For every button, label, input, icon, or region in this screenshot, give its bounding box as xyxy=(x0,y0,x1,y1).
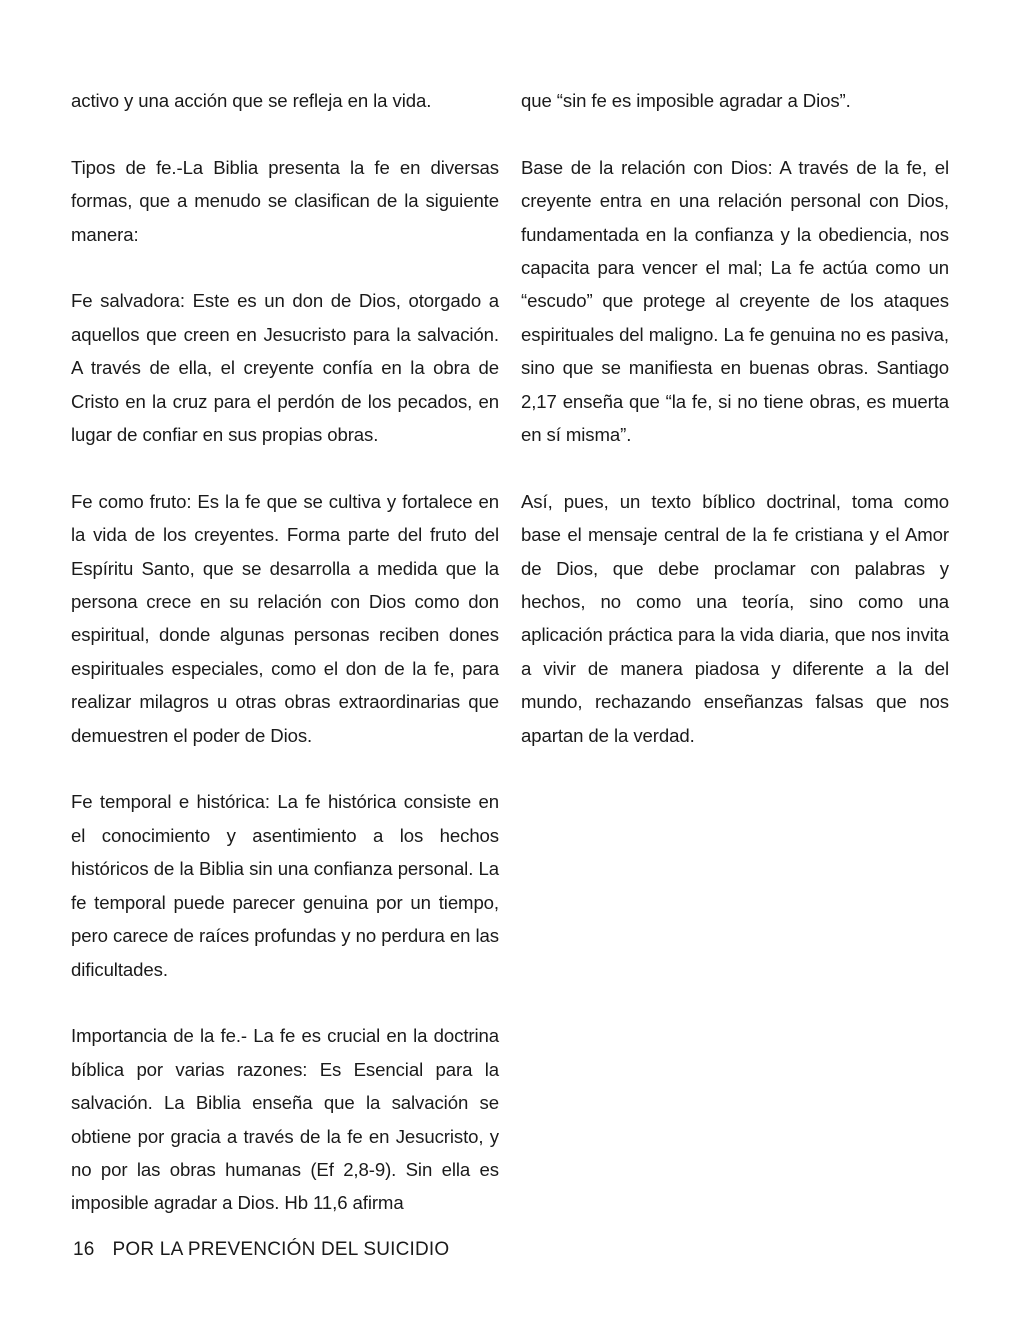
paragraph-tipos-de-fe: Tipos de fe.-La Biblia presenta la fe en diversas formas, que a menudo se clasifican de la siguiente manera: xyxy=(71,156,499,245)
paragraph-conclusion: Así, pues, un texto bíblico doctrinal, toma como base el mensaje central de la fe cristiana y el Amor de Dios, que debe proclamar con palabras y hechos, no como una teoría, sino como una aplicación práctica para la vida diaria, que nos invita a vivir de manera piadosa y diferente a la del mundo, rechazando enseñanzas falsas que nos apartan de la verdad. xyxy=(521,490,949,746)
page-footer xyxy=(73,1236,449,1264)
paragraph-importancia-de-la-fe: Importancia de la fe.- La fe es crucial en la doctrina bíblica por varias razones: Es Esencial para la salvación. La Biblia enseña que la salvación se obtiene por gracia a través de la fe en Jesucristo, y no por las obras humanas (Ef 2,8-9). Sin ella es imposible agradar a Dios. Hb 11,6 afirma xyxy=(71,1025,499,1214)
paragraph-base-de-la-relacion: Base de la relación con Dios: A través de la fe, el creyente entra en una relación personal con Dios, fundamentada en la confianza y la obediencia, nos capacita para vencer el mal; La fe actúa como un “escudo” que protege al creyente de los ataques espirituales del maligno. La fe genuina no es pasiva, sino que se manifiesta en buenas obras. Santiago 2,17 enseña que “la fe, si no tiene obras, es muerta en sí misma”. xyxy=(521,156,949,446)
paragraph-continuation: que “sin fe es imposible agradar a Dios”. xyxy=(521,90,851,111)
left-column xyxy=(71,84,499,1253)
page-number: 16 xyxy=(73,1239,95,1260)
paragraph-fe-temporal: Fe temporal e histórica: La fe histórica consiste en el conocimiento y asentimiento a los hechos históricos de la Biblia sin una confianza personal. La fe temporal puede parecer genuina por un tiempo, pero carece de raíces profundas y no perdura en las dificultades. xyxy=(71,791,499,980)
right-column xyxy=(521,84,949,785)
paragraph-fe-como-fruto: Fe como fruto: Es la fe que se cultiva y fortalece en la vida de los creyentes. Forma parte del fruto del Espíritu Santo, que se desarrolla a medida que la persona crece en su relación con Dios como don espiritual, donde algunas personas reciben dones espirituales especiales, como el don de la fe, para realizar milagros u otras obras extraordinarias que demuestren el poder de Dios. xyxy=(71,490,499,746)
paragraph-fe-salvadora: Fe salvadora: Este es un don de Dios, otorgado a aquellos que creen en Jesucristo para la salvación. A través de ella, el creyente confía en la obra de Cristo en la cruz para el perdón de los pecados, en lugar de confiar en sus propias obras. xyxy=(71,290,499,446)
running-title: POR LA PREVENCIÓN DEL SUICIDIO xyxy=(112,1239,450,1260)
paragraph: activo y una acción que se refleja en la vida. xyxy=(71,90,432,111)
